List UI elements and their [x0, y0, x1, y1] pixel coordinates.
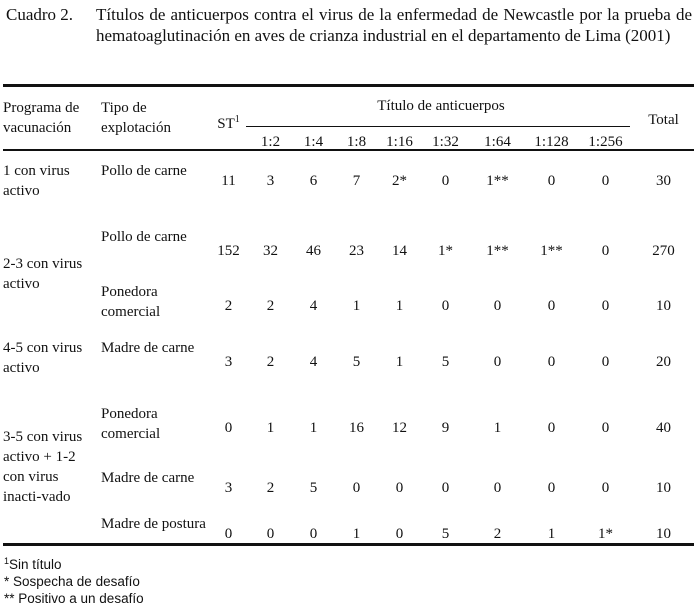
header-st-label: ST [217, 116, 235, 132]
top-rule [3, 84, 694, 87]
cell-titer: 23 [349, 243, 364, 259]
cell-titer: 0 [601, 298, 610, 314]
caption-text: Títulos de anticuerpos contra el virus de la enfermedad de Newcastle por la prueba de hematoaglutinación en aves de crianza industrial en el departamento de Lima (2001) [96, 5, 692, 45]
cell-titer: 0 [547, 420, 556, 436]
cell-titer: 0 [601, 354, 610, 370]
cell-titer: 2 [266, 480, 275, 496]
cell-titer: 0 [493, 354, 502, 370]
cell-titer: 12 [392, 420, 407, 436]
cell-type: Madre de postura [101, 516, 206, 532]
cell-titer: 1** [486, 173, 509, 189]
header-row [3, 90, 694, 120]
cell-titer: 0 [493, 298, 502, 314]
cell-st: 3 [224, 480, 233, 496]
cell-total: 40 [656, 420, 671, 436]
cell-titer: 16 [349, 420, 364, 436]
table-row [3, 282, 694, 338]
cell-titer: 1 [395, 298, 404, 314]
cell-titer: 5 [441, 526, 450, 542]
cell-titer: 5 [441, 354, 450, 370]
cell-type: Madre de carne [101, 470, 195, 486]
cell-titer: 5 [309, 480, 318, 496]
cell-titer: 0 [395, 480, 404, 496]
cell-type: Madre de carne [101, 340, 195, 356]
header-st [208, 90, 249, 157]
cell-titer: 1** [486, 243, 509, 259]
cell-titer: 2* [392, 173, 407, 189]
header-titer: 1:256 [588, 134, 623, 151]
cell-titer: 0 [309, 526, 318, 542]
cell-program: 1 con virus activo [3, 163, 70, 199]
footnote-1-text: Sin título [9, 557, 62, 572]
cell-titer: 7 [352, 173, 361, 189]
header-titer: 1:2 [260, 134, 281, 151]
cell-program: 2-3 con virus activo [3, 256, 83, 292]
cell-titer: 0 [547, 354, 556, 370]
table-row [3, 338, 694, 404]
header-titer: 1:16 [386, 134, 413, 151]
cell-program: 4-5 con virus activo [3, 340, 83, 376]
cell-titer: 0 [601, 480, 610, 496]
cell-titer: 1 [352, 526, 361, 542]
table-row [3, 404, 694, 468]
cell-titer: 0 [547, 480, 556, 496]
cell-titer: 0 [601, 173, 610, 189]
cell-st: 0 [224, 420, 233, 436]
cell-type: Pollo de carne [101, 229, 187, 245]
header-titer-group: Título de anticuerpos [377, 98, 505, 114]
cell-titer: 0 [601, 420, 610, 436]
cell-titer: 6 [309, 173, 318, 189]
cell-st: 152 [217, 243, 240, 259]
cell-type: Pollo de carne [101, 163, 187, 179]
cell-titer: 1 [309, 420, 318, 436]
cell-total: 20 [656, 354, 671, 370]
cell-titer: 0 [441, 173, 450, 189]
header-st-sup: 1 [234, 114, 240, 125]
header-titer: 1:4 [303, 134, 324, 151]
cell-total: 10 [656, 526, 671, 542]
cell-st: 11 [221, 173, 236, 189]
cell-titer: 1 [266, 420, 275, 436]
cell-titer: 0 [441, 298, 450, 314]
header-type: Tipo de explotación [101, 100, 171, 136]
cell-titer: 1 [493, 420, 502, 436]
cell-titer: 5 [352, 354, 361, 370]
footnote-1 [4, 556, 62, 572]
header-titer: 1:128 [534, 134, 569, 151]
cell-titer: 1* [598, 526, 613, 542]
cell-st: 0 [224, 526, 233, 542]
cell-titer: 32 [263, 243, 278, 259]
table-row [3, 157, 694, 227]
cell-total: 270 [652, 243, 675, 259]
table-row [3, 514, 694, 562]
cell-titer: 46 [306, 243, 321, 259]
cell-titer: 4 [309, 298, 318, 314]
cell-titer: 4 [309, 354, 318, 370]
cell-program: 3-5 con virus activo + 1-2 con virus inacti-vado [3, 429, 83, 505]
cell-titer: 1 [395, 354, 404, 370]
cell-st: 3 [224, 354, 233, 370]
cell-titer: 14 [392, 243, 407, 259]
header-titer: 1:8 [346, 134, 367, 151]
cell-total: 10 [656, 480, 671, 496]
cell-total: 30 [656, 173, 671, 189]
footnote-2: * Sospecha de desafío [4, 574, 140, 589]
cell-titer: 0 [352, 480, 361, 496]
cell-type: Ponedora comercial [101, 284, 161, 320]
header-total: Total [648, 112, 679, 128]
cell-titer: 0 [441, 480, 450, 496]
header-titer: 1:32 [432, 134, 459, 151]
cell-titer: 0 [547, 298, 556, 314]
cell-titer: 0 [601, 243, 610, 259]
cell-titer: 1* [438, 243, 453, 259]
footnote-1-sup: 1 [4, 556, 10, 566]
cell-titer: 3 [266, 173, 275, 189]
cell-titer: 2 [266, 298, 275, 314]
cell-total: 10 [656, 298, 671, 314]
cell-titer: 1 [547, 526, 556, 542]
caption-label: Cuadro 2. [6, 5, 74, 24]
cell-titer: 2 [266, 354, 275, 370]
cell-titer: 0 [493, 480, 502, 496]
cell-titer: 1 [352, 298, 361, 314]
cell-titer: 0 [266, 526, 275, 542]
cell-titer: 1** [540, 243, 563, 259]
cell-titer: 0 [547, 173, 556, 189]
cell-titer: 0 [395, 526, 404, 542]
cell-titer: 2 [493, 526, 502, 542]
footnote-3: ** Positivo a un desafío [4, 591, 144, 606]
cell-type: Ponedora comercial [101, 406, 161, 442]
table-row [3, 227, 694, 282]
cell-titer: 9 [441, 420, 450, 436]
cell-st: 2 [224, 298, 233, 314]
table-row [3, 468, 694, 514]
header-titer: 1:64 [484, 134, 511, 151]
antibody-table [3, 90, 694, 562]
header-program: Programa de vacunación [3, 100, 80, 136]
